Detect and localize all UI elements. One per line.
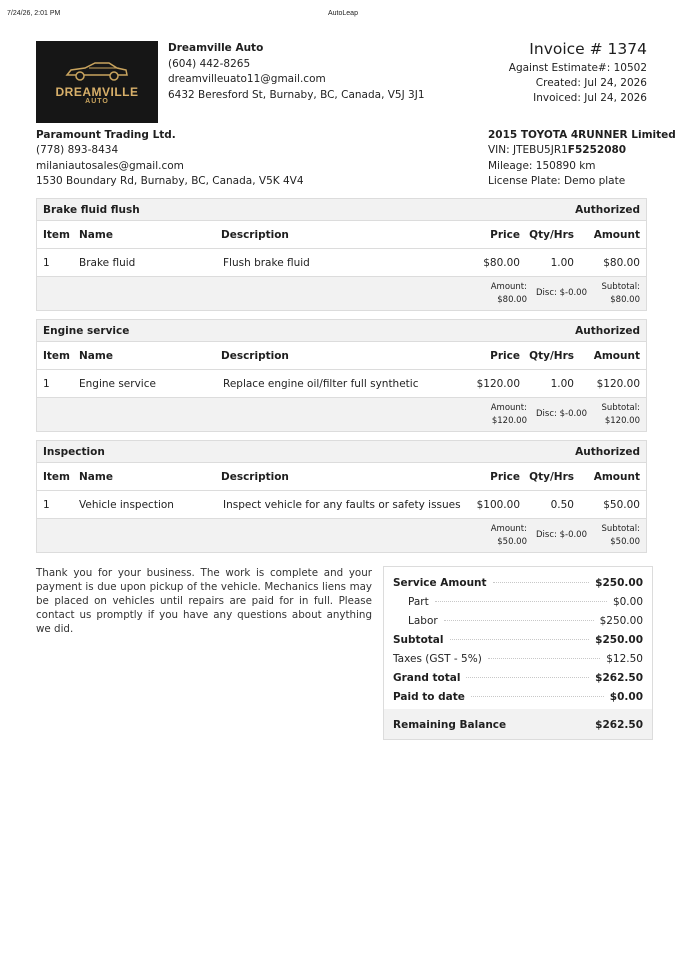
totals-label: Labor (408, 614, 438, 627)
totals-label: Subtotal (393, 633, 444, 646)
vehicle-mileage: Mileage: 150890 km (488, 159, 596, 172)
job-amount (491, 523, 527, 548)
column-headers (37, 463, 646, 491)
table-row (37, 249, 646, 277)
job-discount: Disc: $-0.00 (536, 288, 587, 298)
totals-paid-to-date (393, 687, 643, 706)
line-description: Flush brake fluid (223, 256, 310, 269)
job-section (36, 319, 647, 432)
col-description: Description (221, 349, 289, 362)
job-title: Brake fluid flush (43, 203, 140, 216)
totals-label: Remaining Balance (393, 718, 507, 731)
dotted-leader (450, 639, 590, 640)
totals-taxes (393, 649, 643, 668)
print-app-title: AutoLeap (328, 10, 358, 17)
col-price: Price (490, 470, 520, 483)
job-subtotal (602, 402, 640, 427)
totals-subtotal (393, 630, 643, 649)
col-item: Item (43, 349, 70, 362)
invoice-header (36, 40, 647, 126)
line-qty: 1.00 (550, 256, 574, 269)
table-row (37, 370, 646, 398)
totals-part (393, 592, 643, 611)
logo-text: DREAMVILLE (55, 85, 139, 99)
totals-value: $262.50 (595, 718, 643, 731)
col-qty: Qty/Hrs (529, 228, 574, 241)
dotted-leader (466, 677, 589, 678)
amount-label: Amount: (490, 403, 527, 413)
job-header (37, 320, 646, 342)
subtotal-value: $50.00 (610, 536, 640, 547)
col-amount: Amount (593, 470, 640, 483)
print-datetime: 7/24/26, 2:01 PM (7, 10, 61, 17)
totals-value: $0.00 (612, 595, 643, 608)
job-footer (37, 398, 646, 431)
col-qty: Qty/Hrs (529, 470, 574, 483)
col-name: Name (79, 470, 113, 483)
totals-value: $262.50 (595, 671, 643, 684)
job-discount: Disc: $-0.00 (536, 530, 587, 540)
totals-label: Taxes (GST - 5%) (393, 652, 482, 665)
thank-you-note: Thank you for your business. The work is complete and your payment is due upon pickup of the vehicle. Mechanics liens may be placed on vehicles until repairs are paid for in full. Please contact us promptly if you have any questions about anything we did. (36, 567, 372, 635)
vehicle-name: 2015 TOYOTA 4RUNNER Limited (488, 129, 676, 141)
job-title: Engine service (43, 324, 130, 337)
shop-address: 6432 Beresford St, Burnaby, BC, Canada, V5J 3J1 (168, 88, 425, 101)
subtotal-label: Subtotal: (601, 282, 640, 292)
customer-name: Paramount Trading Ltd. (36, 129, 176, 141)
totals-value: $250.00 (595, 633, 643, 646)
job-section (36, 440, 647, 553)
line-price: $120.00 (476, 377, 520, 390)
totals-remaining-balance (393, 715, 643, 734)
totals-label: Service Amount (393, 576, 487, 589)
print-header (7, 10, 679, 22)
column-headers (37, 342, 646, 370)
line-qty: 0.50 (550, 498, 574, 511)
col-price: Price (490, 349, 520, 362)
job-header (37, 199, 646, 221)
job-title: Inspection (43, 445, 105, 458)
line-description: Replace engine oil/filter full synthetic (223, 377, 419, 390)
totals-value: $250.00 (595, 576, 643, 589)
col-price: Price (490, 228, 520, 241)
customer-info (36, 128, 304, 189)
totals-label: Paid to date (393, 690, 465, 703)
job-amount (491, 281, 527, 306)
subtotal-label: Subtotal: (601, 403, 640, 413)
invoice-created: Created: Jul 24, 2026 (535, 77, 647, 89)
col-description: Description (221, 228, 289, 241)
logo-subtext: AUTO (85, 98, 109, 105)
remaining-balance-row (384, 709, 652, 739)
line-price: $80.00 (483, 256, 520, 269)
line-description: Inspect vehicle for any faults or safety issues (223, 498, 461, 511)
line-name: Vehicle inspection (79, 498, 174, 511)
col-amount: Amount (593, 228, 640, 241)
car-icon (65, 60, 129, 82)
job-footer (37, 519, 646, 552)
dotted-leader (488, 658, 600, 659)
amount-value: $120.00 (491, 415, 527, 426)
subtotal-value: $120.00 (604, 415, 640, 426)
line-item: 1 (43, 256, 50, 269)
job-discount: Disc: $-0.00 (536, 409, 587, 419)
job-section (36, 198, 647, 311)
col-item: Item (43, 470, 70, 483)
line-item: 1 (43, 377, 50, 390)
col-name: Name (79, 349, 113, 362)
totals-service-amount (393, 573, 643, 592)
totals-value: $12.50 (606, 652, 643, 665)
dotted-leader (444, 620, 594, 621)
invoice-title: Invoice # 1374 (529, 40, 647, 58)
shop-phone: (604) 442-8265 (168, 57, 251, 70)
job-footer (37, 277, 646, 310)
table-row (37, 491, 646, 519)
job-subtotal (602, 281, 640, 306)
job-status: Authorized (575, 445, 640, 458)
col-qty: Qty/Hrs (529, 349, 574, 362)
job-status: Authorized (575, 324, 640, 337)
line-amount: $50.00 (603, 498, 640, 511)
totals-value: $0.00 (609, 690, 643, 703)
totals-box (383, 566, 653, 740)
subtotal-label: Subtotal: (601, 524, 640, 534)
invoice-estimate: Against Estimate#: 10502 (508, 62, 647, 74)
dotted-leader (493, 582, 590, 583)
totals-value: $250.00 (599, 614, 643, 627)
amount-value: $80.00 (497, 294, 527, 305)
amount-label: Amount: (490, 524, 527, 534)
job-status: Authorized (575, 203, 640, 216)
shop-info (168, 41, 425, 103)
job-subtotal (602, 523, 640, 548)
customer-address: 1530 Boundary Rd, Burnaby, BC, Canada, V5K 4V4 (36, 174, 304, 187)
line-name: Engine service (79, 377, 156, 390)
col-name: Name (79, 228, 113, 241)
customer-phone: (778) 893-8434 (36, 144, 119, 157)
col-description: Description (221, 470, 289, 483)
dotted-leader (471, 696, 604, 697)
vehicle-vin (488, 143, 676, 158)
amount-label: Amount: (490, 282, 527, 292)
line-qty: 1.00 (550, 377, 574, 390)
totals-labor (393, 611, 643, 630)
vehicle-plate: License Plate: Demo plate (488, 174, 626, 187)
vin-suffix: F5252080 (567, 144, 627, 157)
totals-label: Grand total (393, 671, 461, 684)
col-item: Item (43, 228, 70, 241)
vin-prefix: VIN: JTEBU5JR1 (488, 144, 568, 157)
totals-grand-total (393, 668, 643, 687)
job-header (37, 441, 646, 463)
totals-label: Part (408, 595, 429, 608)
line-price: $100.00 (476, 498, 520, 511)
vehicle-info (488, 128, 676, 189)
col-amount: Amount (593, 349, 640, 362)
line-name: Brake fluid (79, 256, 136, 269)
amount-value: $50.00 (497, 536, 527, 547)
invoice-meta (509, 40, 647, 106)
subtotal-value: $80.00 (610, 294, 640, 305)
invoice-invoiced: Invoiced: Jul 24, 2026 (533, 92, 647, 104)
line-amount: $120.00 (596, 377, 640, 390)
shop-logo (36, 41, 158, 123)
dotted-leader (435, 601, 607, 602)
line-item: 1 (43, 498, 50, 511)
shop-name: Dreamville Auto (168, 42, 264, 54)
job-amount (491, 402, 527, 427)
shop-email: dreamvilleuato11@gmail.com (168, 73, 326, 85)
customer-email: milaniautosales@gmail.com (36, 159, 184, 172)
column-headers (37, 221, 646, 249)
line-amount: $80.00 (603, 256, 640, 269)
